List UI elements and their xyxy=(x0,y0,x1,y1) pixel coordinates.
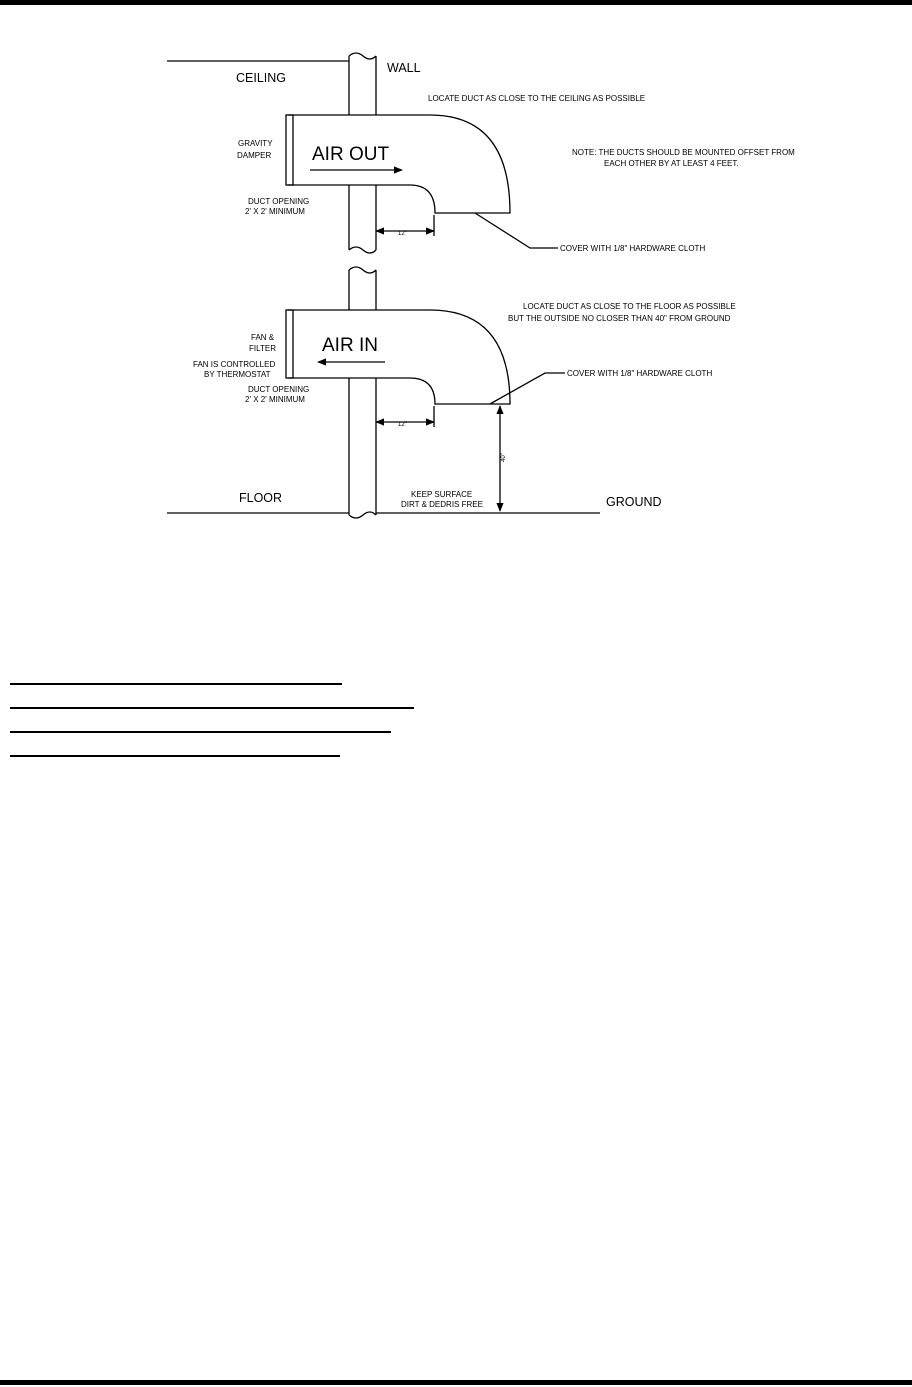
thermostat-label-2: BY THERMOSTAT xyxy=(204,370,271,379)
cover-top-leader xyxy=(475,213,558,248)
offset-note-2: EACH OTHER BY AT LEAST 4 FEET. xyxy=(604,159,739,168)
locate-floor-note-2: BUT THE OUTSIDE NO CLOSER THAN 40" FROM GROUND xyxy=(508,314,731,323)
air-in-label: AIR IN xyxy=(322,335,378,356)
ceiling-label: CEILING xyxy=(236,71,287,85)
fan-filter xyxy=(286,310,293,378)
dim-top-label: 12" xyxy=(398,231,407,237)
air-in-duct xyxy=(288,310,510,404)
blank-line-4 xyxy=(10,755,340,757)
thermostat-label: FAN IS CONTROLLED xyxy=(193,360,276,369)
duct-opening-bottom-label-2: 2' X 2' MINIMUM xyxy=(245,395,305,404)
duct-opening-top-label-2: 2' X 2' MINIMUM xyxy=(245,207,305,216)
dim-vertical-label: 40" xyxy=(501,453,507,462)
duct-opening-top-label: DUCT OPENING xyxy=(248,197,310,206)
keep-surface-label: KEEP SURFACE xyxy=(411,490,473,499)
cover-bottom-leader xyxy=(490,373,565,404)
ground-label: GROUND xyxy=(606,495,662,509)
ventilation-duct-diagram xyxy=(0,0,912,540)
wall-segment-top xyxy=(349,53,376,115)
gravity-damper xyxy=(286,115,293,185)
keep-surface-label-2: DIRT & DEDRIS FREE xyxy=(401,500,483,509)
offset-note: NOTE: THE DUCTS SHOULD BE MOUNTED OFFSET FROM xyxy=(572,148,795,157)
fan-filter-label-2: FILTER xyxy=(249,344,276,353)
gravity-damper-label: GRAVITY xyxy=(238,139,273,148)
wall-label: WALL xyxy=(387,61,421,75)
wall-segment-bottom xyxy=(349,378,376,518)
blank-line-1 xyxy=(10,683,342,685)
bottom-rule xyxy=(0,1380,912,1385)
fan-filter-label: FAN & xyxy=(251,333,275,342)
floor-label: FLOOR xyxy=(239,491,283,505)
cover-bottom-label: COVER WITH 1/8" HARDWARE CLOTH xyxy=(567,369,713,378)
dim-bottom-label: 12" xyxy=(398,422,407,428)
wall-segment-middle xyxy=(349,185,376,310)
air-out-label: AIR OUT xyxy=(312,144,390,165)
duct-opening-bottom-label: DUCT OPENING xyxy=(248,385,310,394)
cover-top-label: COVER WITH 1/8" HARDWARE CLOTH xyxy=(560,244,706,253)
gravity-damper-label-2: DAMPER xyxy=(237,151,272,160)
blank-line-3 xyxy=(10,731,391,733)
locate-floor-note: LOCATE DUCT AS CLOSE TO THE FLOOR AS POSSIBLE xyxy=(523,302,736,311)
locate-ceiling-note: LOCATE DUCT AS CLOSE TO THE CEILING AS POSSIBLE xyxy=(428,94,646,103)
blank-line-2 xyxy=(10,707,414,709)
